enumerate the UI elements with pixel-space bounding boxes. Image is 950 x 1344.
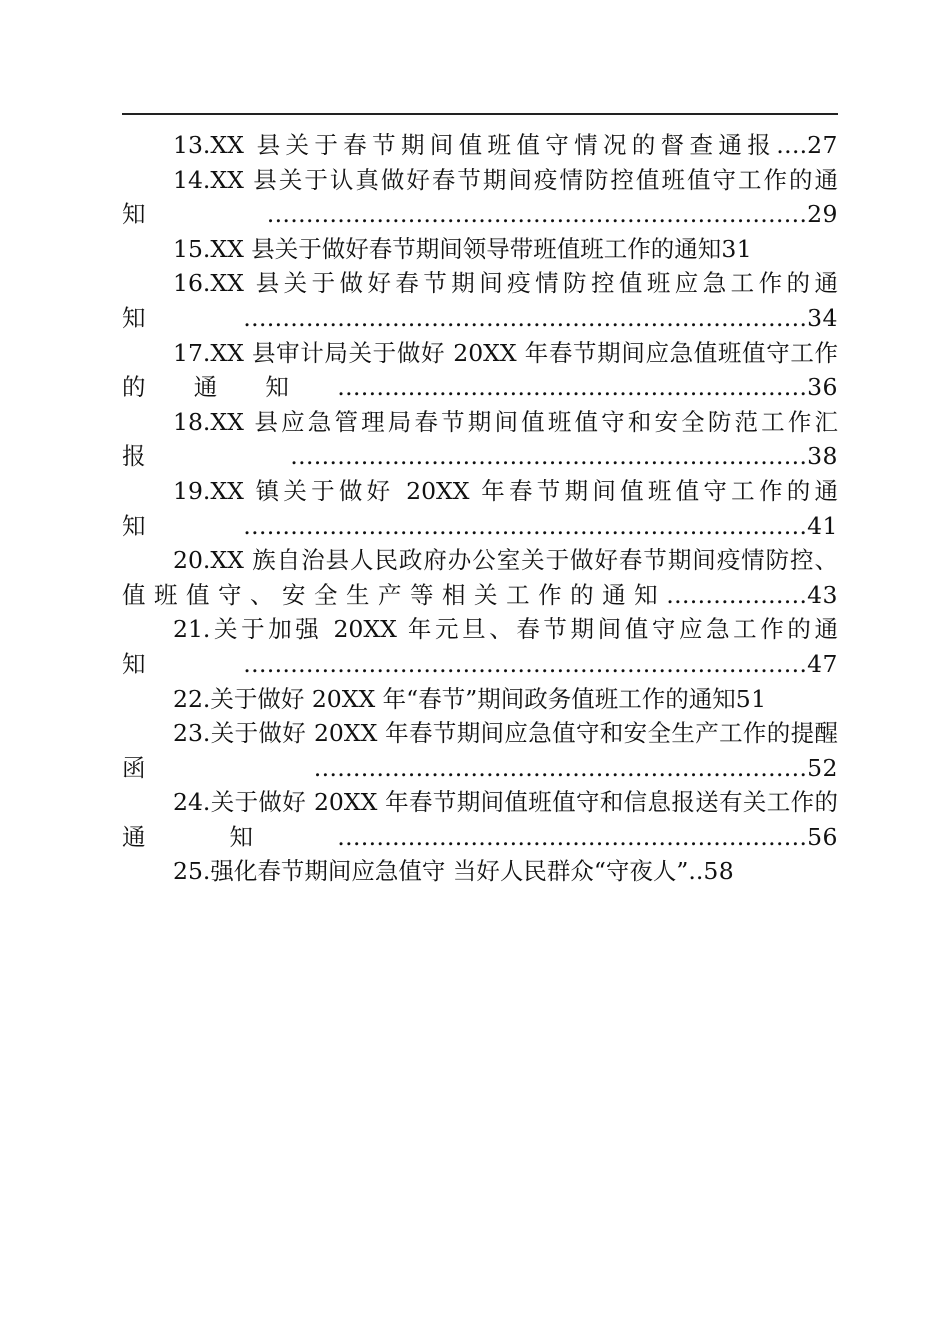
toc-entry-page: 58 xyxy=(703,857,735,886)
toc-entry-page: 52 xyxy=(807,753,838,782)
toc-entry-page: 36 xyxy=(807,373,838,402)
toc-entry-title: 19.XX 镇关于做好 20XX 年春节期间值班值守工作的通知……………………………………………………………… xyxy=(122,476,838,540)
toc-entry-title: 16.XX 县关于做好春节期间疫情防控值班应急工作的通知……………………………………………………………… xyxy=(122,269,838,332)
toc-entry-title: 22.关于做好 20XX 年“春节”期间政务值班工作的通知 xyxy=(173,684,736,713)
toc-entry-title: 18.XX 县应急管理局春节期间值班值守和安全防范工作汇报………………………………………………………… xyxy=(122,407,838,471)
toc-entry-page: 41 xyxy=(807,511,838,540)
toc-entry-21[interactable] xyxy=(122,612,838,681)
toc-entry-page: 38 xyxy=(807,442,838,471)
toc-entry-page: 47 xyxy=(807,649,838,678)
toc-entry-24[interactable] xyxy=(122,785,838,854)
toc-entry-title: 20.XX 族自治县人民政府办公室关于做好春节期间疫情防控、值班值守、安全生产等相关工作的通知……………… xyxy=(122,546,838,609)
toc-entry-23[interactable] xyxy=(122,716,838,785)
toc-entry-page: 51 xyxy=(735,684,767,713)
toc-entry-title: 14.XX 县关于认真做好春节期间疫情防控值班值守工作的通知…………………………………………………………… xyxy=(122,165,838,229)
toc-entry-title: 15.XX 县关于做好春节期间领导带班值班工作的通知 xyxy=(173,234,722,263)
toc-entry-page: 29 xyxy=(807,200,838,229)
toc-entry-page: 27 xyxy=(807,131,838,159)
toc-entry-page: 31 xyxy=(721,234,753,263)
toc-entry-22[interactable] xyxy=(122,682,838,717)
toc-entry-20[interactable] xyxy=(122,543,838,612)
toc-entry-18[interactable] xyxy=(122,405,838,474)
toc-entry-16[interactable] xyxy=(122,266,838,335)
toc-entry-17[interactable] xyxy=(122,336,838,405)
header-rule xyxy=(122,113,838,115)
toc-entry-page: 34 xyxy=(807,303,838,332)
toc-entry-25[interactable] xyxy=(122,854,838,889)
toc-entry-15[interactable] xyxy=(122,232,838,267)
toc-entry-13[interactable] xyxy=(122,128,838,163)
toc-entry-page: 56 xyxy=(807,822,838,851)
toc-entry-title: 24.关于做好 20XX 年春节期间值班值守和信息报送有关工作的通知…………………………………………………… xyxy=(122,788,838,851)
toc-entry-14[interactable] xyxy=(122,163,838,232)
toc-entry-title: 25.强化春节期间应急值守 当好人民群众“守夜人”.. xyxy=(173,857,704,886)
toc-entry-title: 21.关于加强 20XX 年元旦、春节期间值守应急工作的通知……………………………………………………………… xyxy=(122,615,838,678)
toc-entry-19[interactable] xyxy=(122,474,838,543)
toc-entry-title: 13.XX 县关于春节期间值班值守情况的督查通报…. xyxy=(173,131,808,159)
toc-entry-title: 23.关于做好 20XX 年春节期间应急值守和安全生产工作的提醒函……………………………………………………… xyxy=(122,719,838,782)
toc-entry-title: 17.XX 县审计局关于做好 20XX 年春节期间应急值班值守工作的通知…………………………………………………… xyxy=(122,338,838,402)
toc-entry-page: 43 xyxy=(807,580,838,609)
table-of-contents xyxy=(122,128,838,889)
